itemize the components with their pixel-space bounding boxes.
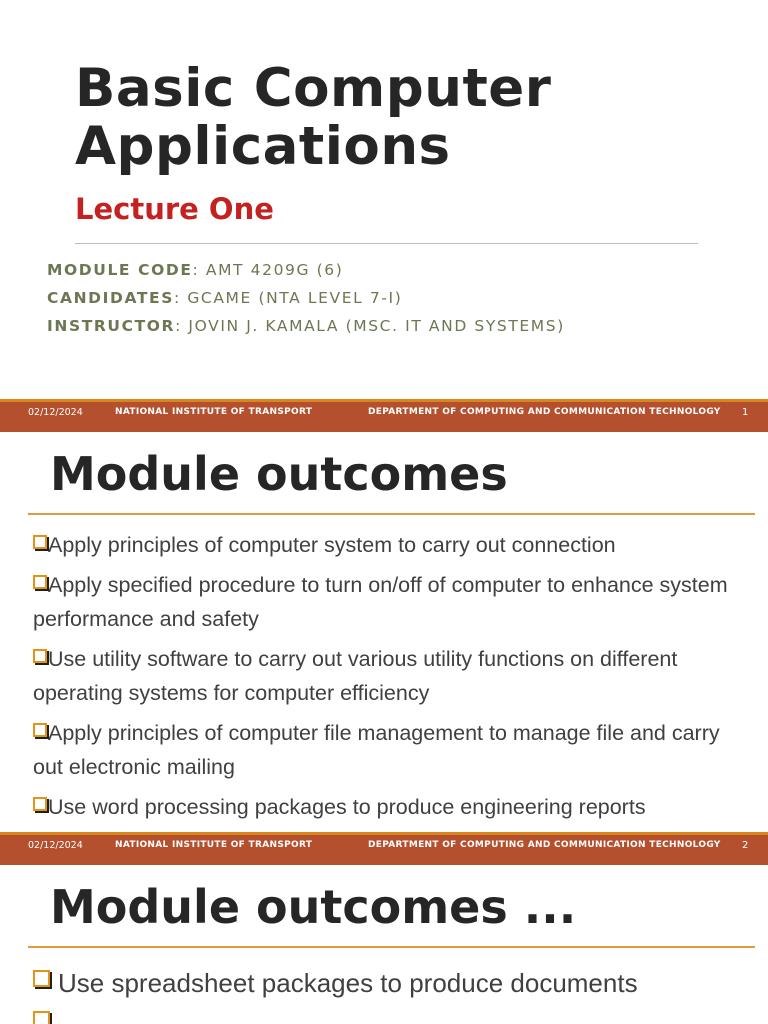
- candidates-value: : GCAME (NTA LEVEL 7-I): [173, 289, 403, 307]
- instructor-row: [47, 312, 565, 340]
- checkbox-bullet-icon: [33, 723, 47, 737]
- title-line-2: Applications: [75, 116, 451, 177]
- footer-page-number: 2: [742, 840, 749, 851]
- footer-page-number: 1: [742, 407, 749, 418]
- candidates-row: [47, 284, 565, 312]
- list-item: [30, 716, 740, 785]
- title-divider: [75, 243, 698, 244]
- presentation-title: [75, 60, 551, 176]
- module-info: [47, 256, 565, 340]
- module-code-value: : AMT 4209G (6): [192, 261, 344, 279]
- list-item: [30, 790, 740, 825]
- footer-institute: NATIONAL INSTITUTE OF TRANSPORT: [115, 407, 313, 417]
- title-line-1: Basic Computer: [75, 58, 552, 119]
- lecture-subtitle: Lecture One: [75, 192, 274, 226]
- candidates-label: CANDIDATES: [47, 289, 174, 307]
- list-item-text: Apply principles of computer file management to manage file and carry out electronic mailing: [33, 720, 720, 779]
- checkbox-bullet-icon: [33, 649, 47, 663]
- outcomes-list: [30, 965, 740, 1024]
- checkbox-bullet-icon: [33, 535, 47, 549]
- list-item: [30, 528, 740, 563]
- instructor-label: INSTRUCTOR: [47, 317, 176, 335]
- list-item-text: Apply specified procedure to turn on/off of computer to enhance system performance and safety: [33, 572, 728, 631]
- footer-date: 02/12/2024: [28, 407, 83, 418]
- heading-divider: [28, 946, 755, 948]
- outcomes-list: [30, 528, 740, 829]
- module-outcomes-slide: [0, 432, 768, 832]
- footer-department: DEPARTMENT OF COMPUTING AND COMMUNICATION TECHNOLOGY: [368, 840, 721, 850]
- checkbox-bullet-icon: [33, 797, 47, 811]
- slide-heading: Module outcomes ...: [50, 880, 577, 934]
- list-item-text: Use utility software to carry out various utility functions on different operating systems for computer efficiency: [33, 646, 678, 705]
- list-item-text: Use spreadsheet packages to produce documents: [58, 968, 638, 998]
- list-item: [30, 568, 740, 637]
- module-code-row: [47, 256, 565, 284]
- checkbox-bullet-icon: [33, 575, 47, 589]
- list-item: [30, 642, 740, 711]
- slide-heading: Module outcomes: [50, 447, 508, 501]
- title-slide: [0, 0, 768, 400]
- footer-date: 02/12/2024: [28, 840, 83, 851]
- module-code-label: MODULE CODE: [47, 261, 193, 279]
- module-outcomes-continued-slide: [0, 865, 768, 1024]
- checkbox-bullet-icon: [33, 970, 50, 987]
- slide-footer-1: [0, 399, 768, 432]
- list-item-text: Apply principles of computer system to carry out connection: [48, 533, 616, 557]
- footer-institute: NATIONAL INSTITUTE OF TRANSPORT: [115, 840, 313, 850]
- checkbox-bullet-icon: [33, 1011, 50, 1024]
- list-item: [30, 965, 740, 1001]
- instructor-value: : JOVIN J. KAMALA (MSC. IT AND SYSTEMS): [175, 317, 565, 335]
- footer-department: DEPARTMENT OF COMPUTING AND COMMUNICATION TECHNOLOGY: [368, 407, 721, 417]
- list-item-text: Use word processing packages to produce engineering reports: [48, 794, 646, 819]
- list-item: [30, 1006, 740, 1024]
- slide-footer-2: [0, 832, 768, 865]
- heading-divider: [28, 513, 755, 515]
